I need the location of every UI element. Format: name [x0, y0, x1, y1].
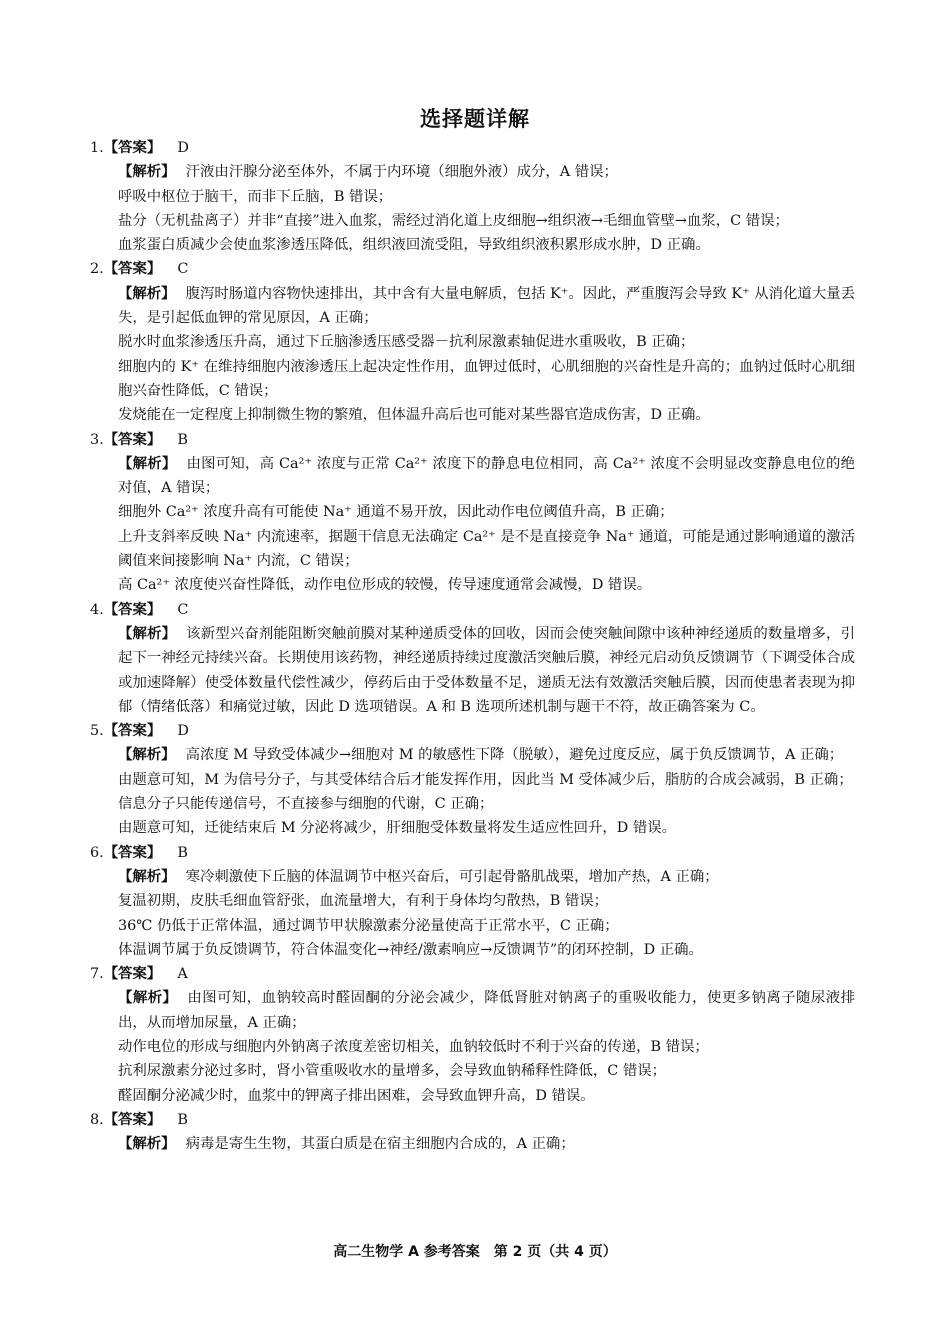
answer-label: 【答案】	[103, 431, 162, 448]
answer-line	[90, 1108, 855, 1132]
analysis-label: 【解析】	[118, 990, 178, 1007]
analysis-text: 由题意可知，迁徙结束后 M 分泌将减少，肝细胞受体数量将发生适应性回升，D 错误。	[118, 820, 677, 837]
analysis-text: 寒冷刺激使下丘脑的体温调节中枢兴奋后，可引起骨骼肌战栗，增加产热，A 正确；	[185, 868, 719, 885]
analysis-text: 呼吸中枢位于脑干，而非下丘脑，B 错误；	[118, 188, 393, 205]
analysis-line	[90, 865, 855, 889]
question-number: 8.	[90, 1111, 104, 1128]
question-number: 1.	[90, 140, 104, 156]
analysis-text: 36℃ 仍低于正常体温，通过调节甲状腺激素分泌量使高于正常水平，C 正确；	[118, 917, 619, 934]
question-number: 2.	[90, 261, 104, 278]
analysis-label: 【解析】	[118, 285, 176, 302]
analysis-text: 上升支斜率反映 Na⁺ 内流速率，据题干信息无法确定 Ca²⁺ 是不是直接竞争 Na⁺ 通道，可能是通过影响通道的激活阈值来间接影响 Na⁺ 内流，C 错误；	[118, 528, 855, 570]
analysis-text: 细胞内的 K⁺ 在维持细胞内液渗透压上起决定性作用，血钾过低时，心肌细胞的兴奋性是升高的；血钠过低时心肌细胞兴奋性降低，C 错误；	[118, 358, 855, 399]
answer-line	[90, 428, 855, 452]
analysis-label: 【解析】	[118, 868, 176, 885]
analysis-text: 由图可知，血钠较高时醛固酮的分泌会减少，降低肾脏对钠离子的重吸收能力，使更多钠离子随尿液排出，从而增加尿量，A 正确；	[118, 990, 855, 1031]
question-number: 6.	[90, 844, 104, 861]
analysis-text: 高浓度 M 导致受体减少→细胞对 M 的敏感性下降（脱敏），避免过度反应，属于负反馈调节，A 正确；	[185, 747, 844, 764]
question-number: 4.	[90, 601, 104, 618]
answer-value: D	[177, 723, 189, 740]
analysis-text: 汗液由汗腺分泌至体外，不属于内环境（细胞外液）成分，A 错误；	[185, 164, 618, 181]
analysis-text: 病毒是寄生生物，其蛋白质是在宿主细胞内合成的，A 正确；	[185, 1136, 575, 1153]
answer-label: 【答案】	[103, 844, 162, 861]
answer-line	[90, 257, 855, 281]
answer-label: 【答案】	[103, 261, 162, 278]
analysis-text: 血浆蛋白质减少会使血浆渗透压降低，组织液回流受阻，导致组织液积累形成水肿，D 正确。	[118, 237, 710, 254]
analysis-label: 【解析】	[118, 1136, 176, 1153]
answer-line	[90, 598, 855, 622]
analysis-text: 该新型兴奋剂能阻断突触前膜对某种递质受体的回收，因而会使突触间隙中该种神经递质的数量增多，引起下一神经元持续兴奋。长期使用该药物，神经递质持续过度激活突触后膜，神经元启动负反馈调节（下调受体合成或加速降解）使受体数量代偿性减少，停药后由于受体数量不足，递质无法有效激活突触后膜，因而使患者表现为抑郁（情绪低落）和痛觉过敏，因此 D 选项错误。A 和 B 选项所述机制与题干不符，故正确答案为 C。	[118, 625, 855, 715]
analysis-label: 【解析】	[118, 625, 177, 642]
analysis-text: 盐分（无机盐离子）并非“直接”进入血浆，需经过消化道上皮细胞→组织液→毛细血管壁→血浆，C 错误；	[118, 212, 789, 229]
analysis-text: 由题意可知，M 为信号分子，与其受体结合后才能发挥作用，因此当 M 受体减少后，脂肪的合成会减弱，B 正确；	[118, 771, 853, 788]
analysis-label: 【解析】	[118, 747, 176, 764]
answer-label: 【答案】	[103, 1111, 162, 1128]
answer-label: 【答案】	[103, 723, 162, 740]
analysis-paragraph	[90, 743, 855, 767]
answer-value: B	[177, 431, 188, 448]
analysis-text: 体温调节属于负反馈调节，符合体温变化→神经/激素响应→反馈调节”的闭环控制，D 正确。	[118, 941, 703, 958]
analysis-text: 抗利尿激素分泌过多时，肾小管重吸收水的量增多，会导致血钠稀释性降低，C 错误；	[118, 1063, 667, 1080]
answer-label: 【答案】	[103, 140, 162, 156]
answer-value: A	[177, 966, 188, 983]
page-footer: 高二生物学 A 参考答案 第 2 页（共 4 页）	[333, 1244, 617, 1260]
analysis-line	[90, 160, 855, 184]
analysis-paragraph	[90, 986, 855, 1035]
answer-line	[90, 962, 855, 986]
analysis-text: 发烧能在一定程度上抑制微生物的繁殖，但体温升高后也可能对某些器官造成伤害，D 正确。	[118, 407, 710, 424]
analysis-label: 【解析】	[118, 164, 176, 181]
analysis-text: 脱水时血浆渗透压升高，通过下丘脑渗透压感受器－抗利尿激素轴促进水重吸收，B 正确；	[118, 334, 695, 351]
question-number: 3.	[90, 431, 104, 448]
analysis-text: 动作电位的形成与细胞内外钠离子浓度差密切相关，血钠较低时不利于兴奋的传递，B 错误；	[118, 1038, 709, 1055]
answer-value: B	[177, 1111, 188, 1128]
answer-label: 【答案】	[103, 601, 162, 618]
answer-value: C	[177, 601, 189, 618]
answer-value: C	[177, 261, 189, 278]
analysis-text: 细胞外 Ca²⁺ 浓度升高有可能使 Na⁺ 通道不易开放，因此动作电位阈值升高，B 正确；	[118, 504, 674, 521]
analysis-text: 高 Ca²⁺ 浓度使兴奋性降低，动作电位形成的较慢，传导速度通常会减慢，D 错误。	[118, 577, 652, 594]
answer-value: D	[177, 140, 189, 156]
answer-line	[90, 719, 855, 743]
analysis-text: 复温初期，皮肤毛细血管舒张，血流量增大，有利于身体均匀散热，B 错误；	[118, 893, 609, 910]
analysis-text: 腹泻时肠道内容物快速排出，其中含有大量电解质，包括 K⁺。因此，严重腹泻会导致 K⁺ 从消化道大量丢失，是引起低血钾的常见原因，A 正确；	[118, 285, 855, 327]
analysis-text: 由图可知，高 Ca²⁺ 浓度与正常 Ca²⁺ 浓度下的静息电位相同，高 Ca²⁺ 浓度不会明显改变静息电位的绝对值，A 错误；	[118, 455, 855, 497]
answer-line	[90, 136, 855, 160]
question-number: 5.	[90, 723, 104, 740]
analysis-paragraph	[90, 452, 855, 501]
analysis-paragraph	[90, 622, 855, 719]
answer-label: 【答案】	[103, 966, 162, 983]
analysis-text: 信息分子只能传递信号，不直接参与细胞的代谢，C 正确；	[118, 796, 494, 813]
answer-line	[90, 841, 855, 865]
answer-value: B	[177, 844, 188, 861]
question-list	[90, 136, 855, 1156]
analysis-text: 醛固酮分泌减少时，血浆中的钾离子排出困难，会导致血钾升高，D 错误。	[118, 1087, 595, 1104]
question-number: 7.	[90, 966, 104, 983]
analysis-label: 【解析】	[118, 455, 177, 472]
analysis-line	[90, 1132, 855, 1156]
page-title: 选择题详解	[420, 107, 530, 131]
analysis-paragraph	[90, 282, 855, 331]
